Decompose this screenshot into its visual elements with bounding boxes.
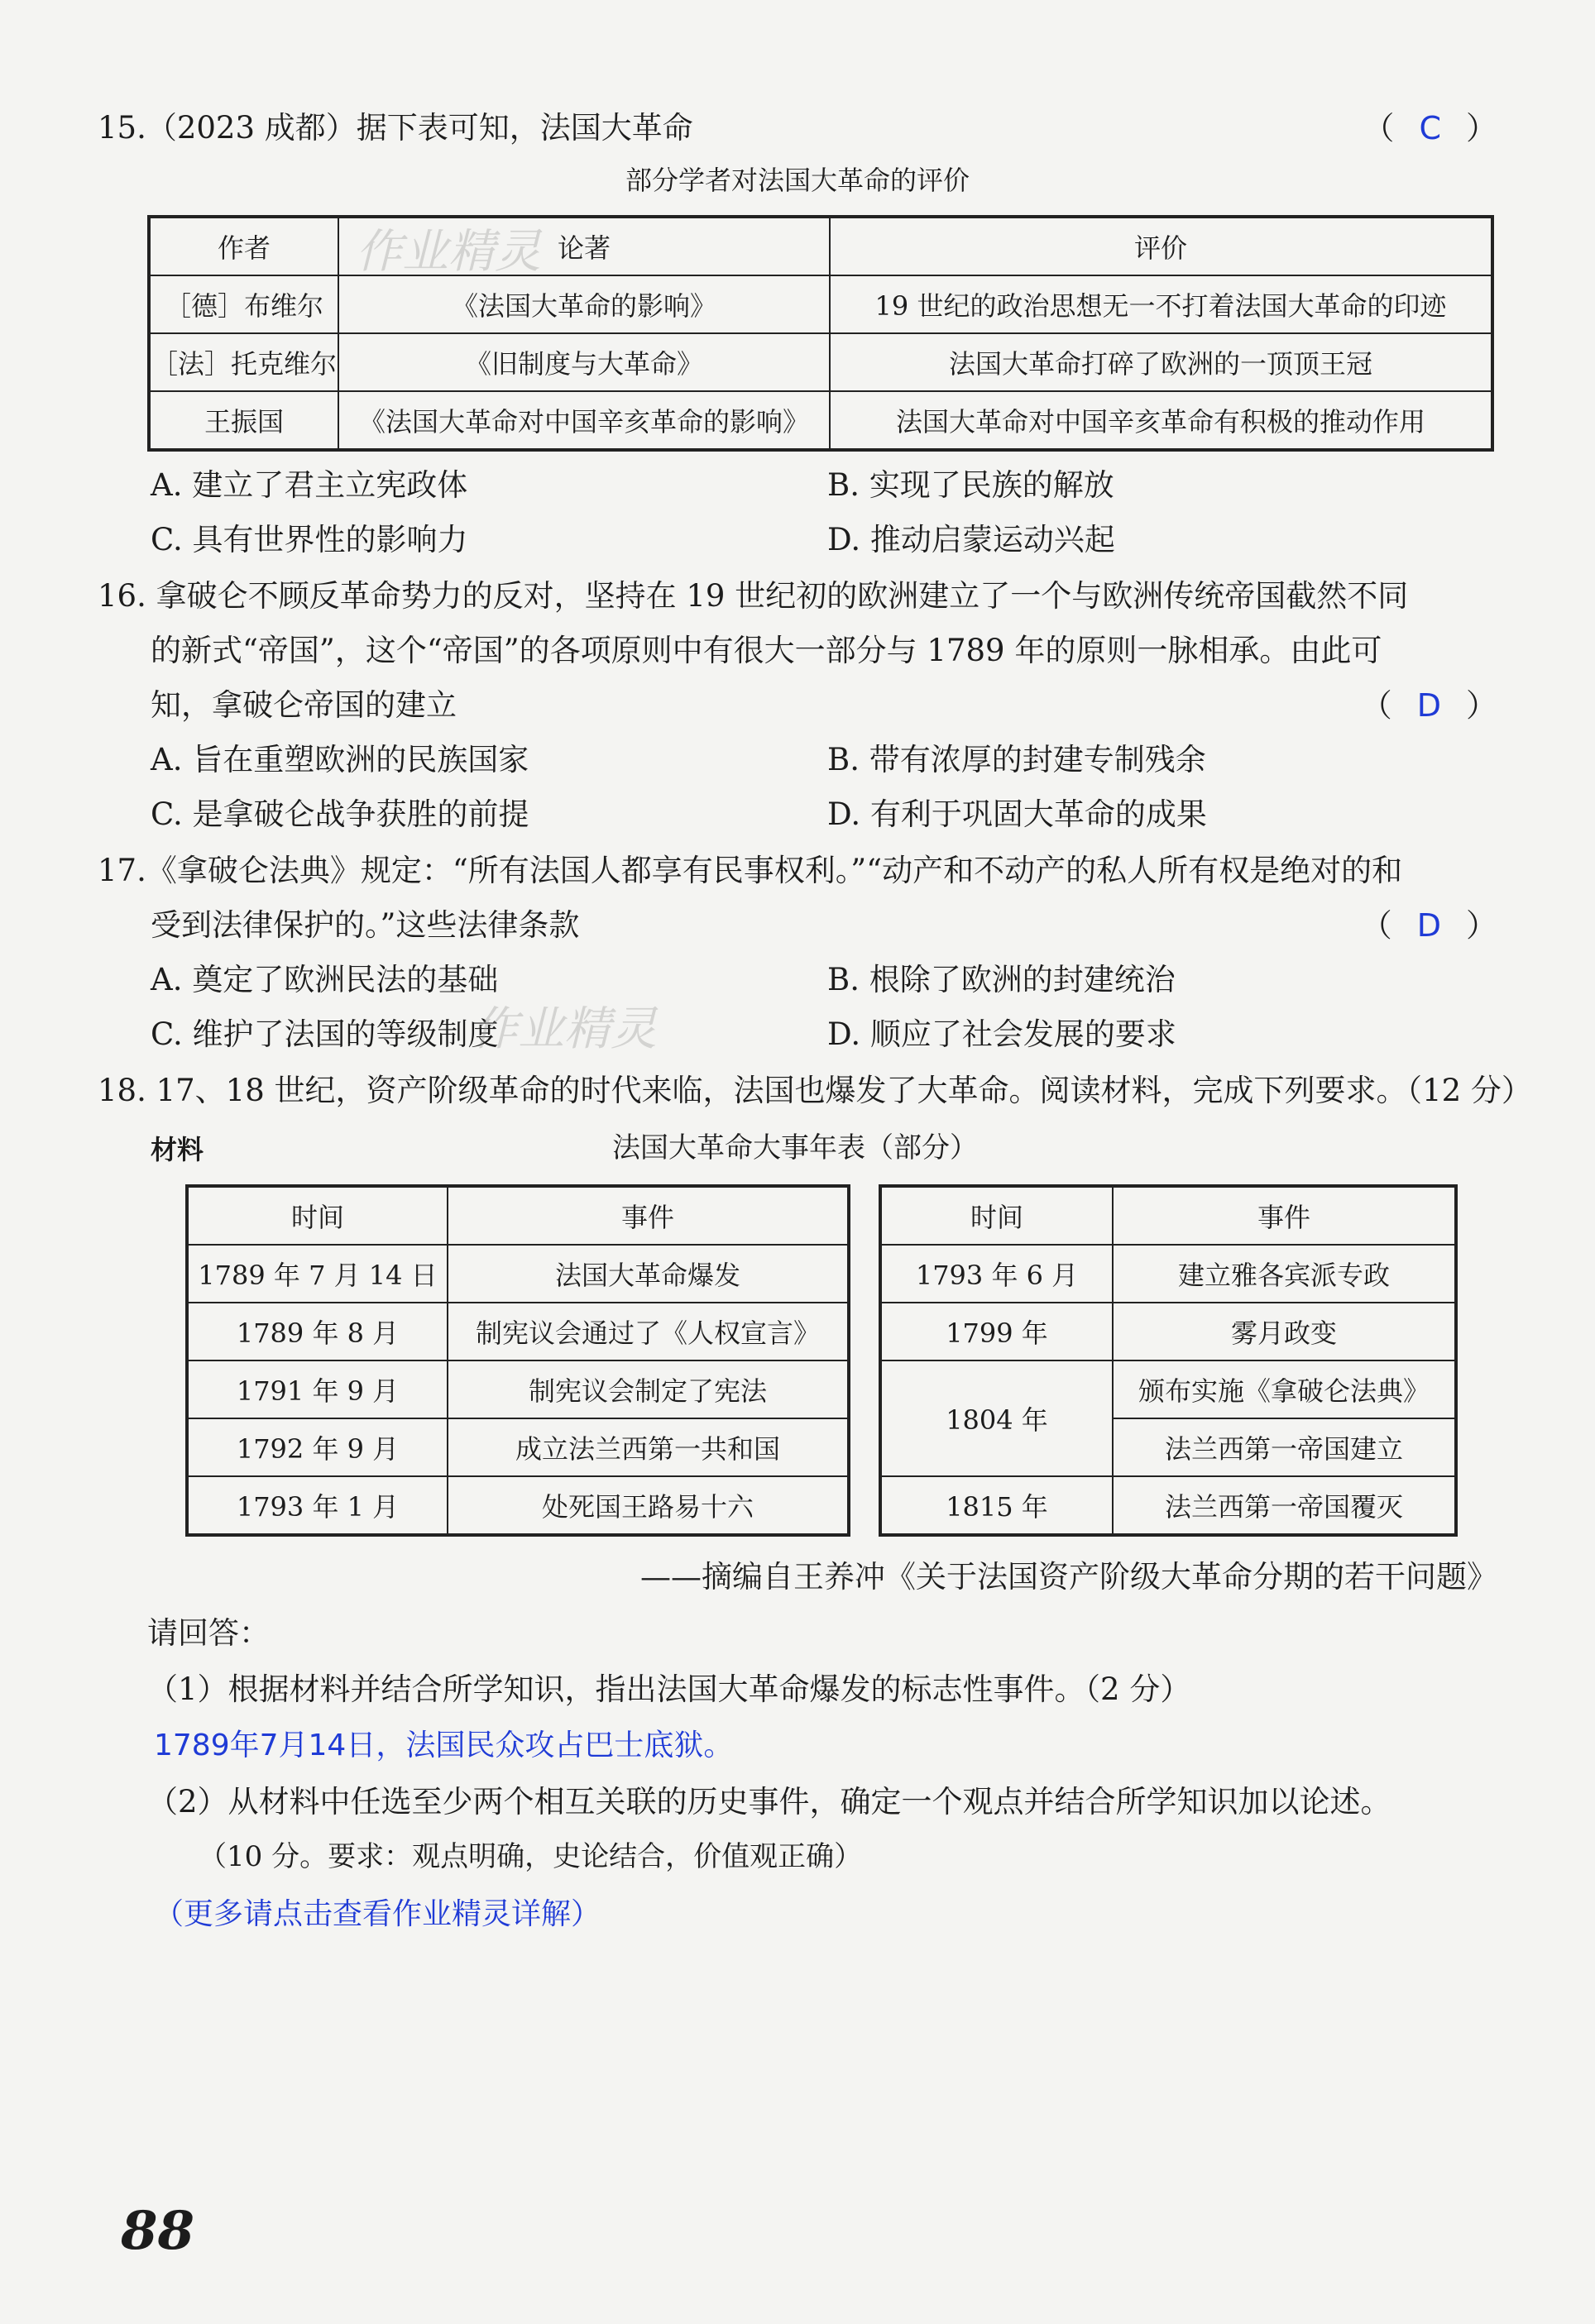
watermark: 作业精灵: [472, 1002, 657, 1056]
material-label: 材料: [151, 1134, 204, 1165]
q18-left-table: [185, 1184, 850, 1537]
table-header-row: [880, 1186, 1456, 1245]
bracket-close: ）: [1465, 687, 1497, 724]
author-cell: ［德］布维尔: [149, 275, 338, 333]
time-cell: 1793 年 6 月: [880, 1245, 1113, 1303]
table-row: [187, 1418, 849, 1476]
table-row: [880, 1360, 1456, 1418]
q15-option-a: A. 建立了君主立宪政体: [151, 467, 468, 503]
q18-table-title: 法国大革命大事年表（部分）: [612, 1131, 978, 1164]
q15-option-b: B. 实现了民族的解放: [827, 467, 1114, 503]
q18-stem: 18. 17、18 世纪，资产阶级革命的时代来临，法国也爆发了大革命。阅读材料，完成下列要求。（12 分）: [98, 1073, 1532, 1108]
time-cell: 1789 年 8 月: [187, 1303, 448, 1360]
q15-table: [147, 215, 1494, 452]
time-cell: 1791 年 9 月: [187, 1360, 448, 1418]
table-row: [187, 1360, 849, 1418]
header-cell: 论著: [338, 217, 830, 275]
q17-line-1: 17.《拿破仑法典》规定：“所有法国人都享有民事权利。”“动产和不动产的私人所有权是绝对的和: [98, 853, 1403, 888]
q17-option-d: D. 顺应了社会发展的要求: [827, 1016, 1176, 1052]
header-cell: 事件: [1113, 1186, 1456, 1245]
evaluation-cell: 法国大革命对中国辛亥革命有积极的推动作用: [830, 391, 1492, 450]
table-row: [880, 1476, 1456, 1535]
bracket-close: ）: [1465, 110, 1497, 146]
author-cell: 王振国: [149, 391, 338, 450]
table-row: [187, 1245, 849, 1303]
q18-sub-1: （1）根据材料并结合所学知识，指出法国大革命爆发的标志性事件。（2 分）: [147, 1671, 1191, 1707]
header-cell: 时间: [880, 1186, 1113, 1245]
table-row: [149, 391, 1492, 450]
event-cell: 制宪议会制定了宪法: [448, 1360, 849, 1418]
q16-line-3: 知，拿破仑帝国的建立: [151, 687, 457, 723]
evaluation-cell: 法国大革命打碎了欧洲的一顶顶王冠: [830, 333, 1492, 391]
q15-option-c: C. 具有世界性的影响力: [151, 522, 468, 557]
q16-option-b: B. 带有浓厚的封建专制残余: [827, 742, 1206, 777]
bracket-open: （: [1363, 110, 1395, 146]
time-cell: 1789 年 7 月 14 日: [187, 1245, 448, 1303]
table-row: [187, 1476, 849, 1535]
q16-option-d: D. 有利于巩固大革命的成果: [827, 796, 1207, 832]
event-cell: 处死国王路易十六: [448, 1476, 849, 1535]
time-cell: 1792 年 9 月: [187, 1418, 448, 1476]
q16-answer-bracket: [1361, 685, 1497, 726]
time-cell: 1799 年: [880, 1303, 1113, 1360]
q15-stem: 15.（2023 成都）据下表可知，法国大革命: [98, 110, 693, 146]
header-cell: 评价: [830, 217, 1492, 275]
q15-answer: C: [1419, 110, 1441, 146]
q17-answer-bracket: [1361, 905, 1497, 946]
table-row: [880, 1245, 1456, 1303]
event-cell: 颁布实施《拿破仑法典》: [1113, 1360, 1456, 1418]
more-details-link[interactable]: （更多请点击查看作业精灵详解）: [154, 1897, 601, 1931]
q15-answer-bracket: [1363, 108, 1497, 149]
work-cell: 《法国大革命的影响》: [338, 275, 830, 333]
bracket-close: ）: [1465, 907, 1497, 944]
q18-sub-2-requirement: （10 分。要求：观点明确，史论结合，价值观正确）: [199, 1840, 863, 1873]
header-cell: 时间: [187, 1186, 448, 1245]
q17-answer: D: [1416, 907, 1441, 944]
table-row: [149, 333, 1492, 391]
table-row: [187, 1303, 849, 1360]
event-cell: 雾月政变: [1113, 1303, 1456, 1360]
event-cell: 成立法兰西第一共和国: [448, 1418, 849, 1476]
q17-option-b: B. 根除了欧洲的封建统治: [827, 962, 1176, 997]
bracket-open: （: [1360, 687, 1392, 724]
watermark: 作业精灵: [356, 225, 541, 279]
table-header-row: [149, 217, 1492, 275]
table-header-row: [187, 1186, 849, 1245]
time-cell: 1815 年: [880, 1476, 1113, 1535]
event-cell: 建立雅各宾派专政: [1113, 1245, 1456, 1303]
author-cell: ［法］托克维尔: [149, 333, 338, 391]
event-cell: 法国大革命爆发: [448, 1245, 849, 1303]
q18-sub-1-answer: 1789年7月14日，法国民众攻占巴士底狱。: [154, 1729, 734, 1762]
q15-option-d: D. 推动启蒙运动兴起: [827, 522, 1115, 557]
header-cell: 事件: [448, 1186, 849, 1245]
event-cell: 法兰西第一帝国建立: [1113, 1418, 1456, 1476]
q16-line-1: 16. 拿破仑不顾反革命势力的反对，坚持在 19 世纪初的欧洲建立了一个与欧洲传统帝国截然不同: [98, 578, 1409, 614]
q15-table-caption: 部分学者对法国大革命的评价: [625, 165, 970, 196]
evaluation-cell: 19 世纪的政治思想无一不打着法国大革命的印迹: [830, 275, 1492, 333]
event-cell: 法兰西第一帝国覆灭: [1113, 1476, 1456, 1535]
please-answer: 请回答：: [147, 1615, 270, 1651]
q18-right-table: [879, 1184, 1458, 1537]
bracket-open: （: [1360, 907, 1392, 944]
work-cell: 《旧制度与大革命》: [338, 333, 830, 391]
q18-sub-2: （2）从材料中任选至少两个相互关联的历史事件，确定一个观点并结合所学知识加以论述。: [147, 1784, 1391, 1820]
work-cell: 《法国大革命对中国辛亥革命的影响》: [338, 391, 830, 450]
page-number: 88: [121, 2200, 195, 2262]
time-cell: 1793 年 1 月: [187, 1476, 448, 1535]
q16-answer: D: [1416, 687, 1441, 724]
q16-option-a: A. 旨在重塑欧洲的民族国家: [151, 742, 529, 777]
header-cell: 作者: [149, 217, 338, 275]
table-row: [880, 1303, 1456, 1360]
event-cell: 制宪议会通过了《人权宣言》: [448, 1303, 849, 1360]
q18-source: ——摘编自王养冲《关于法国资产阶级大革命分期的若干问题》: [640, 1559, 1497, 1595]
table-row: [149, 275, 1492, 333]
time-cell: 1804 年: [880, 1360, 1113, 1476]
q16-option-c: C. 是拿破仑战争获胜的前提: [151, 796, 529, 832]
q17-option-a: A. 奠定了欧洲民法的基础: [151, 962, 499, 997]
q16-line-2: 的新式“帝国”，这个“帝国”的各项原则中有很大一部分与 1789 年的原则一脉相承。由此可: [151, 633, 1382, 668]
q17-line-2: 受到法律保护的。”这些法律条款: [151, 907, 580, 943]
q17-option-c: C. 维护了法国的等级制度: [151, 1016, 499, 1052]
